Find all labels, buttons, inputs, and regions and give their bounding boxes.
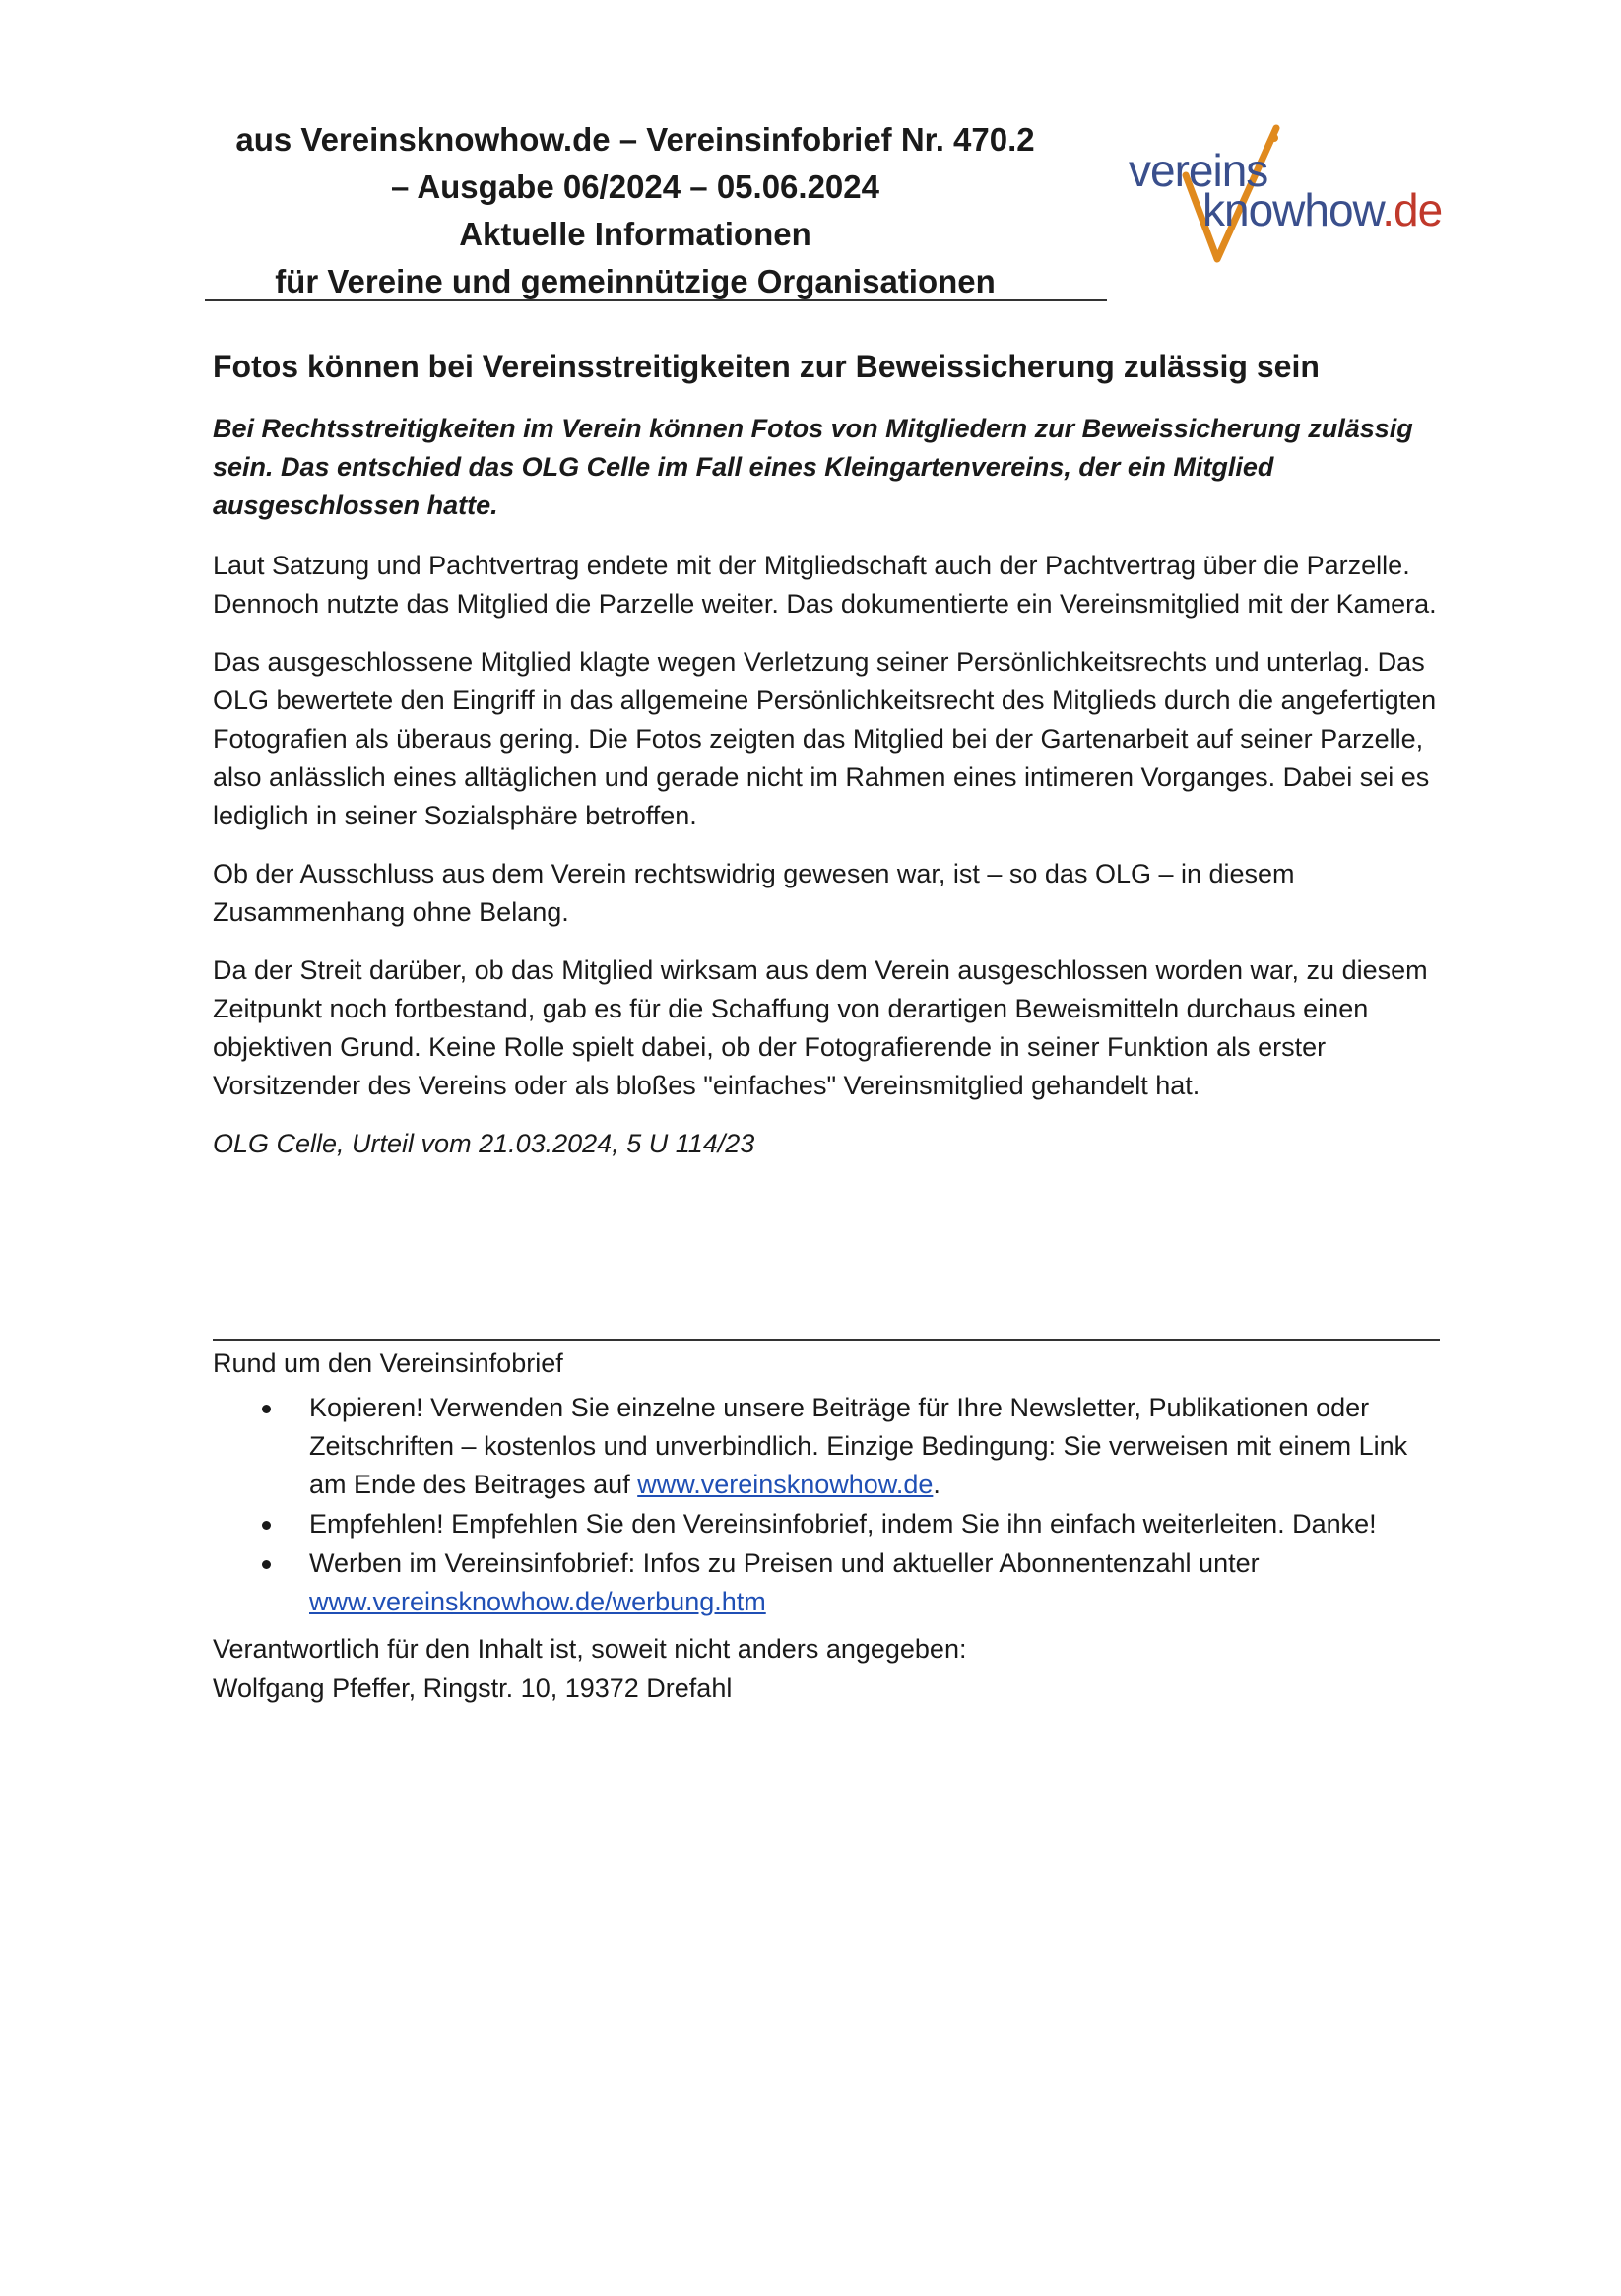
footer-item-text: Kopieren! Verwenden Sie einzelne unsere Beiträge für Ihre Newsletter, Publikationen oder Zeitschriften – kostenlos und unverbindlich. Einzige Bedingung: Sie verweisen mit einem Link am Ende des Beitrages auf bbox=[309, 1393, 1408, 1499]
article-paragraph: Ob der Ausschluss aus dem Verein rechtswidrig gewesen war, ist – so das OLG – in diesem Zusammenhang ohne Belang. bbox=[213, 859, 1295, 927]
bullet-icon bbox=[262, 1560, 271, 1569]
header-divider bbox=[205, 299, 1107, 301]
newsletter-header bbox=[197, 116, 1073, 305]
list-item bbox=[213, 1505, 1440, 1543]
logo-word-knowhow bbox=[1202, 183, 1442, 236]
bullet-icon bbox=[262, 1521, 271, 1530]
header-line-issue: – Ausgabe 06/2024 – 05.06.2024 bbox=[391, 168, 879, 205]
logo-word-knowhow-main: knowhow bbox=[1202, 184, 1383, 235]
logo-word-de: .de bbox=[1382, 184, 1443, 235]
vereinsknowhow-logo bbox=[1129, 116, 1444, 274]
article-citation: OLG Celle, Urteil vom 21.03.2024, 5 U 114/23 bbox=[213, 1129, 755, 1158]
footer-list bbox=[213, 1389, 1440, 1621]
header-line-source: aus Vereinsknowhow.de – Vereinsinfobrief Nr. 470.2 bbox=[235, 121, 1035, 158]
bullet-icon bbox=[262, 1405, 271, 1413]
footer-divider bbox=[213, 1339, 1440, 1341]
article-title: Fotos können bei Vereinsstreitigkeiten zur Beweissicherung zulässig sein bbox=[213, 349, 1320, 384]
footer bbox=[213, 1344, 1440, 1708]
header-line-topic: Aktuelle Informationen bbox=[459, 216, 811, 252]
logo-word-vereins: vereins bbox=[1129, 145, 1268, 196]
article bbox=[213, 345, 1440, 1163]
article-lead: Bei Rechtsstreitigkeiten im Verein können Fotos von Mitgliedern zur Beweissicherung zulässig sein. Das entschied das OLG Celle im Fall eines Kleingartenvereins, der ein Mitglied ausgeschlossen hatte. bbox=[213, 414, 1413, 520]
vereinsknowhow-link[interactable]: www.vereinsknowhow.de bbox=[637, 1470, 934, 1499]
article-paragraph: Das ausgeschlossene Mitglied klagte wegen Verletzung seiner Persönlichkeitsrechts und unterlag. Das OLG bewertete den Eingriff in das allgemeine Persönlichkeitsrecht des Mitglieds durch die angefertigten Fotografien als überaus gering. Die Fotos zeigten das Mitglied bei der Gartenarbeit auf seiner Parzelle, also anlässlich eines alltäglichen und gerade nicht im Rahmen eines intimeren Vorganges. Dabei sei es lediglich in seiner Sozialsphäre betroffen. bbox=[213, 647, 1437, 830]
responsible-line: Verantwortlich für den Inhalt ist, soweit nicht anders angegeben: bbox=[213, 1634, 967, 1664]
list-item bbox=[213, 1544, 1440, 1621]
werbung-link[interactable]: www.vereinsknowhow.de/werbung.htm bbox=[309, 1587, 766, 1616]
footer-item-text: Werben im Vereinsinfobrief: Infos zu Preisen und aktueller Abonnentenzahl unter bbox=[309, 1548, 1260, 1578]
article-paragraph: Laut Satzung und Pachtvertrag endete mit der Mitgliedschaft auch der Pachtvertrag über die Parzelle. Dennoch nutzte das Mitglied die Parzelle weiter. Das dokumentierte ein Vereinsmitglied mit der Kamera. bbox=[213, 551, 1437, 619]
article-paragraph: Da der Streit darüber, ob das Mitglied wirksam aus dem Verein ausgeschlossen worden war, zu diesem Zeitpunkt noch fortbestand, gab es für die Schaffung von derartigen Beweismitteln durchaus einen objektiven Grund. Keine Rolle spielt dabei, ob der Fotografierende in seiner Funktion als erster Vorsitzender des Vereins oder als bloßes "einfaches" Vereinsmitglied gehandelt hat. bbox=[213, 955, 1428, 1100]
list-item bbox=[213, 1389, 1440, 1504]
header-line-audience: für Vereine und gemeinnützige Organisationen bbox=[275, 263, 996, 299]
footer-heading: Rund um den Vereinsinfobrief bbox=[213, 1348, 563, 1378]
responsible-address: Wolfgang Pfeffer, Ringstr. 10, 19372 Drefahl bbox=[213, 1673, 733, 1703]
footer-item-text: Empfehlen! Empfehlen Sie den Vereinsinfobrief, indem Sie ihn einfach weiterleiten. Danke! bbox=[309, 1509, 1377, 1539]
footer-item-end: . bbox=[933, 1470, 940, 1499]
